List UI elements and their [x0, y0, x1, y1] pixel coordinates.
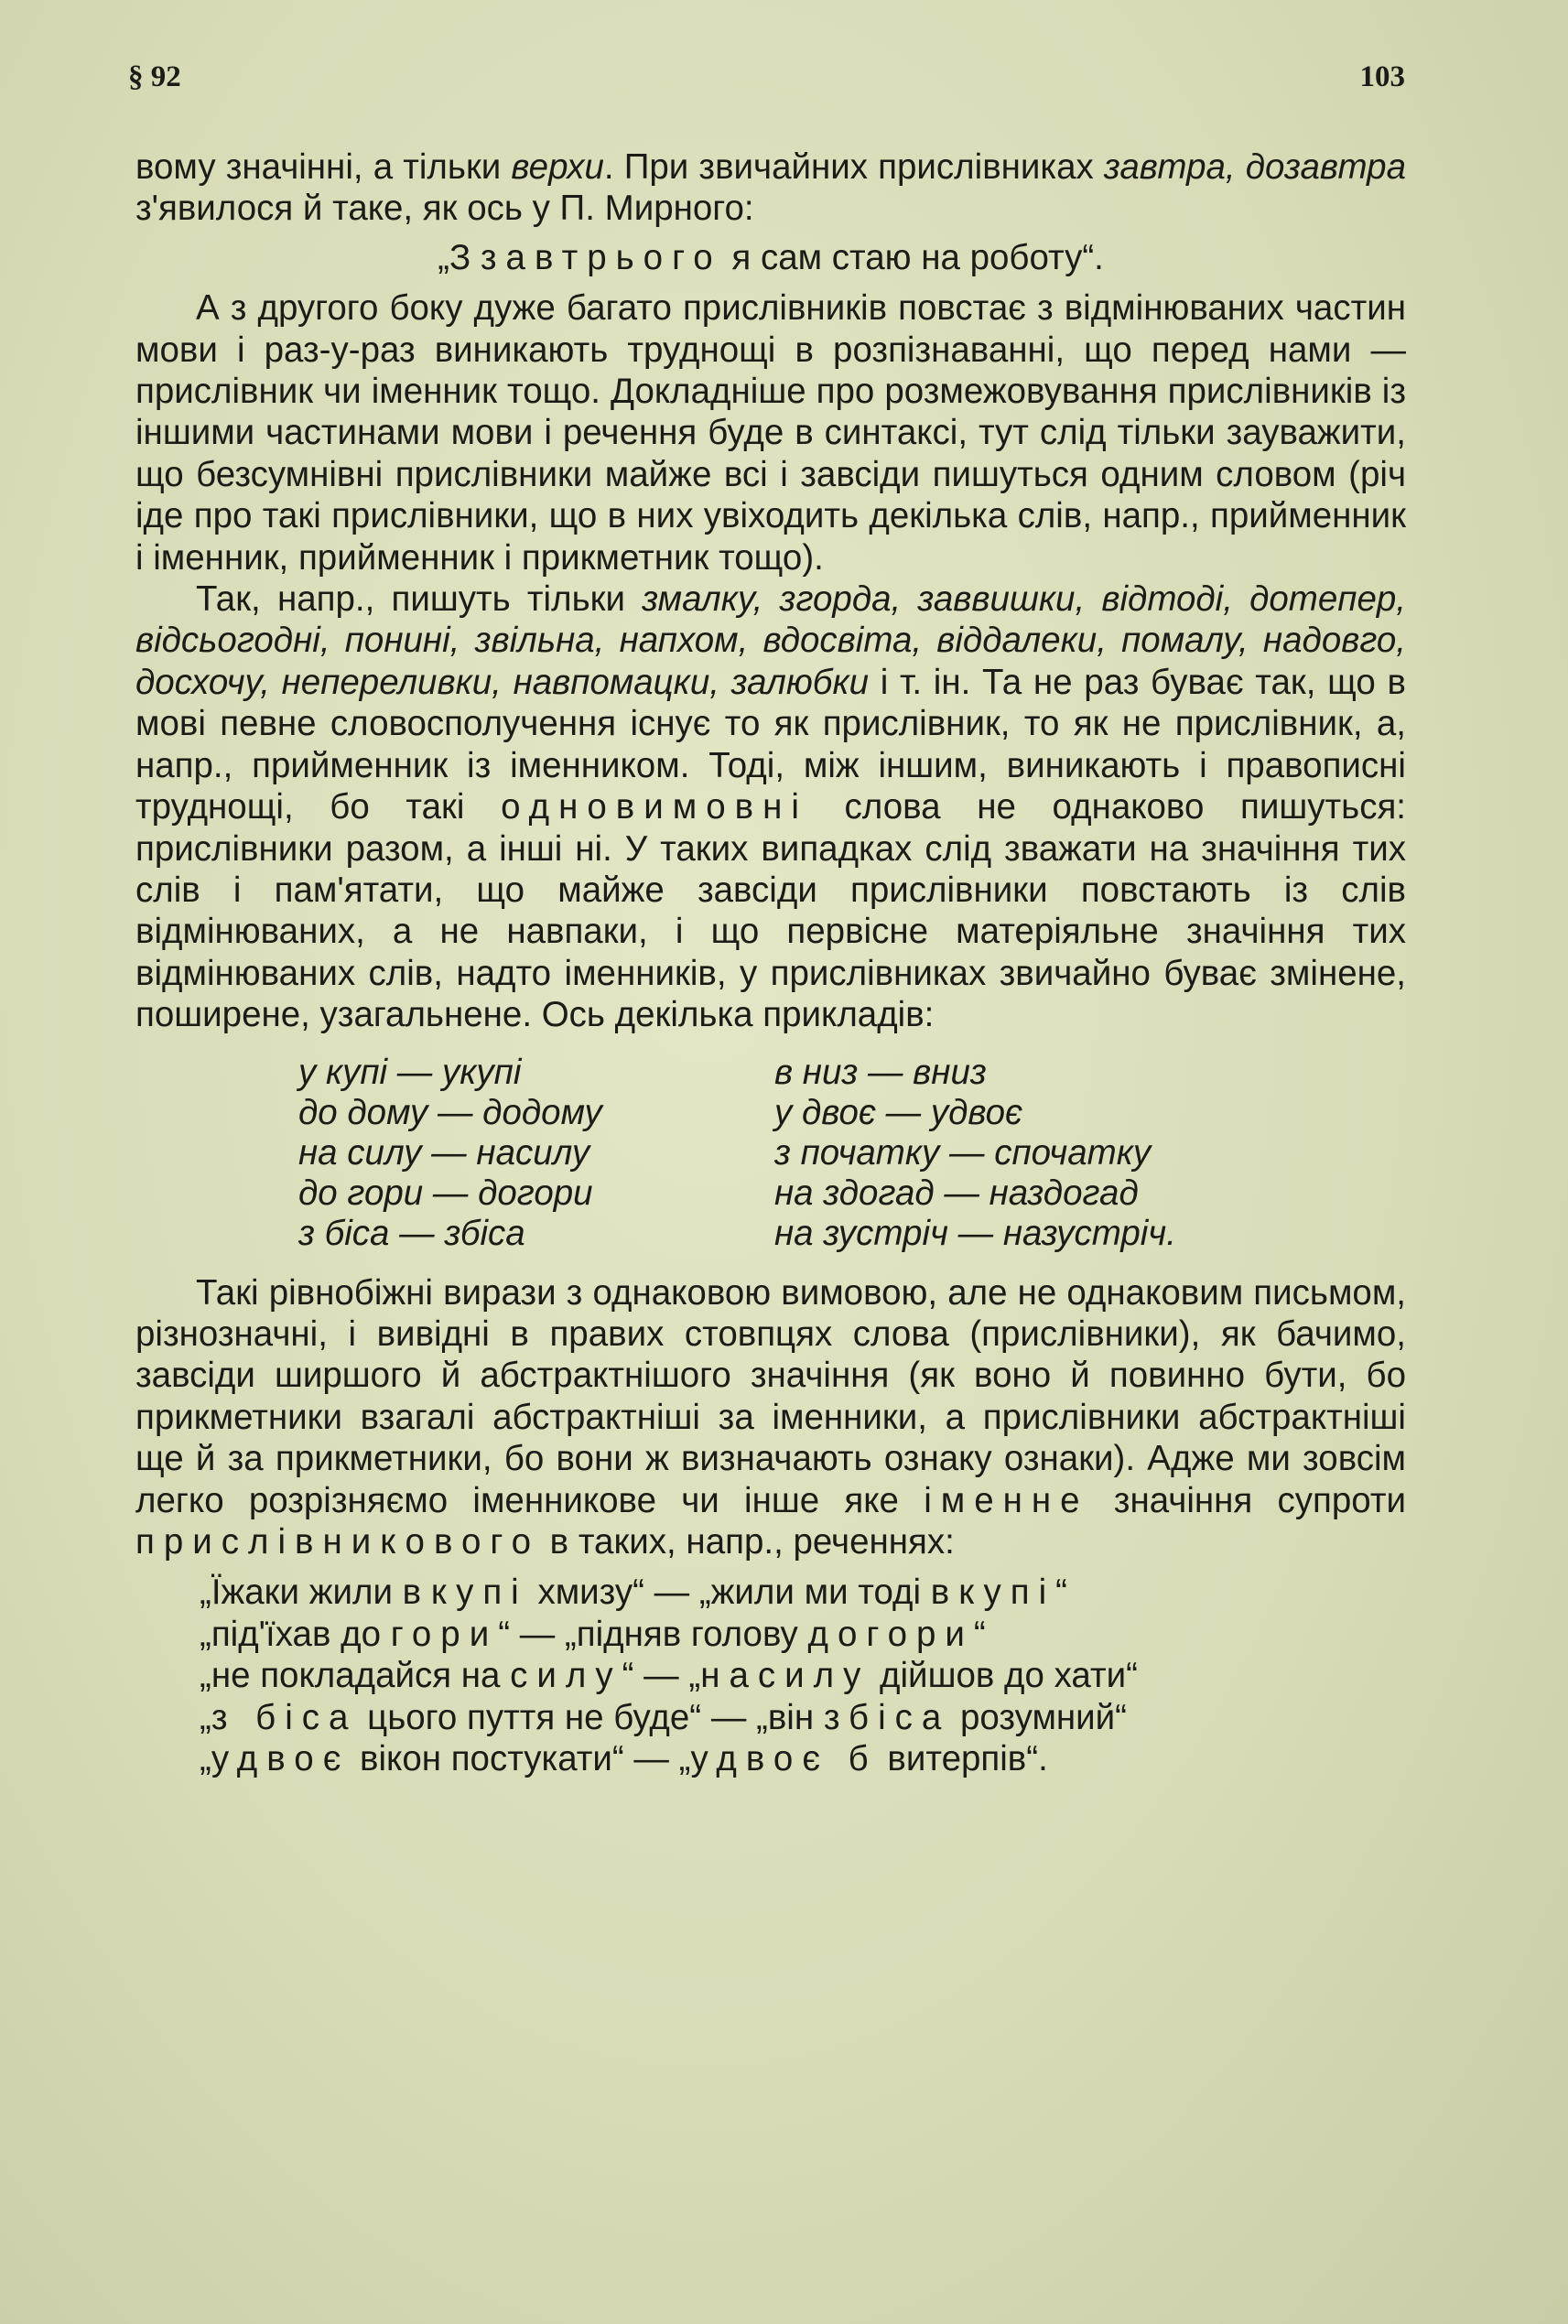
list-item: на силу — насилу — [298, 1132, 590, 1173]
page-number: 103 — [1359, 60, 1405, 93]
paragraph-1: вому значінні, а тільки верхи. При звичайних прислівниках завтра, дозавтра з'явилося й таке, як ось у П. Мирного: — [135, 147, 1406, 229]
example-line: „удвоє вікон постукати“ — „удвоє б витерпів“. — [200, 1739, 1048, 1778]
example-line: „з біса цього пуття не буде“ — „він збіса розумний“ — [200, 1697, 1128, 1737]
example-line: „Їжаки жили в купі хмизу“ — „жили ми тоді вкупі“ — [200, 1573, 1067, 1613]
example-line: „не покладайся на силу“ — „насилу дійшов до хати“ — [200, 1656, 1138, 1696]
list-item: на здогад — наздогад — [774, 1173, 1139, 1213]
example-line: „під'їхав до гори“ — „підняв голову догори“ — [200, 1614, 986, 1654]
paragraph-3: Так, напр., пишуть тільки змалку, згорда, заввишки, відтоді, дотепер, відсьогодні, понині, звільна, напхом, вдосвіта, віддалеки, помалу, надовго, досхочу, непереливки, навпомацки, залюбки і т. ін. Та не раз буває так, що в мові певне словосполучення існує то як прислівник, то як не прислівник, а, напр., прийменник із іменником. Тоді, між іншим, виникають і правописні труднощі, бо такі одновимовні слова не однаково пишуться: прислівники разом, а інші ні. У таких випадках слід зважати на значіння тих слів і пам'ятати, що майже завсіди прислівники повстають із слів відмінюваних, а не навпаки, і що первісне матеріяльне значіння тих відмінюваних слів, надто іменників, у прислівниках звичайно буває змінене, поширене, узагальнене. Ось декілька прикладів: — [135, 579, 1407, 1035]
word-pairs-list — [298, 1053, 1406, 1254]
list-item: в низ — вниз — [774, 1052, 987, 1092]
list-item: до дому — додому — [298, 1092, 602, 1132]
paragraph-2: А з другого боку дуже багато прислівників повстає з відмінюваних частин мови і раз-у-раз виникають труднощі в розпізнаванні, що перед нами — прислівник чи іменник тощо. Докладніше про розмежовування прислівників із іншими частинами мови і речення буде в синтаксі, тут слід тільки зауважити, що безсумнівні прислівники майже всі і завсіди пишуться одним словом (річ іде про такі прислівники, що в них увіходить декілька слів, напр., прийменник і іменник, прийменник і прикметник тощо). — [135, 288, 1406, 578]
quote-mirny: „З завтрього я сам стаю на роботу“. — [438, 237, 1104, 277]
list-item: на зустріч — назустріч. — [774, 1213, 1176, 1253]
example-sentences — [200, 1572, 1406, 1779]
page-header — [128, 60, 1405, 94]
list-item: до гори — догори — [298, 1173, 593, 1213]
section-number: § 92 — [128, 60, 181, 93]
list-item: у купі — укупі — [298, 1052, 522, 1092]
list-item: з біса — збіса — [298, 1213, 525, 1253]
page-body — [135, 146, 1406, 1779]
paragraph-4: Такі рівнобіжні вирази з однаковою вимовою, але не однаковим письмом, різнозначні, і вивідні в правих стовпцях слова (прислівники), як бачимо, завсіди ширшого й абстрактнішого значіння (як воно й повинно бути, бо прикметники взагалі абстрактніші за іменники, а прислівники абстрактніші ще й за прикметники, бо вони ж визначають ознаку ознаки). Адже ми зовсім легко розрізняємо іменникове чи інше яке іменне значіння супроти прислівникового в таких, напр., реченнях: — [135, 1272, 1406, 1562]
list-item: з початку — спочатку — [774, 1132, 1152, 1173]
list-item: у двоє — удвоє — [774, 1092, 1023, 1132]
